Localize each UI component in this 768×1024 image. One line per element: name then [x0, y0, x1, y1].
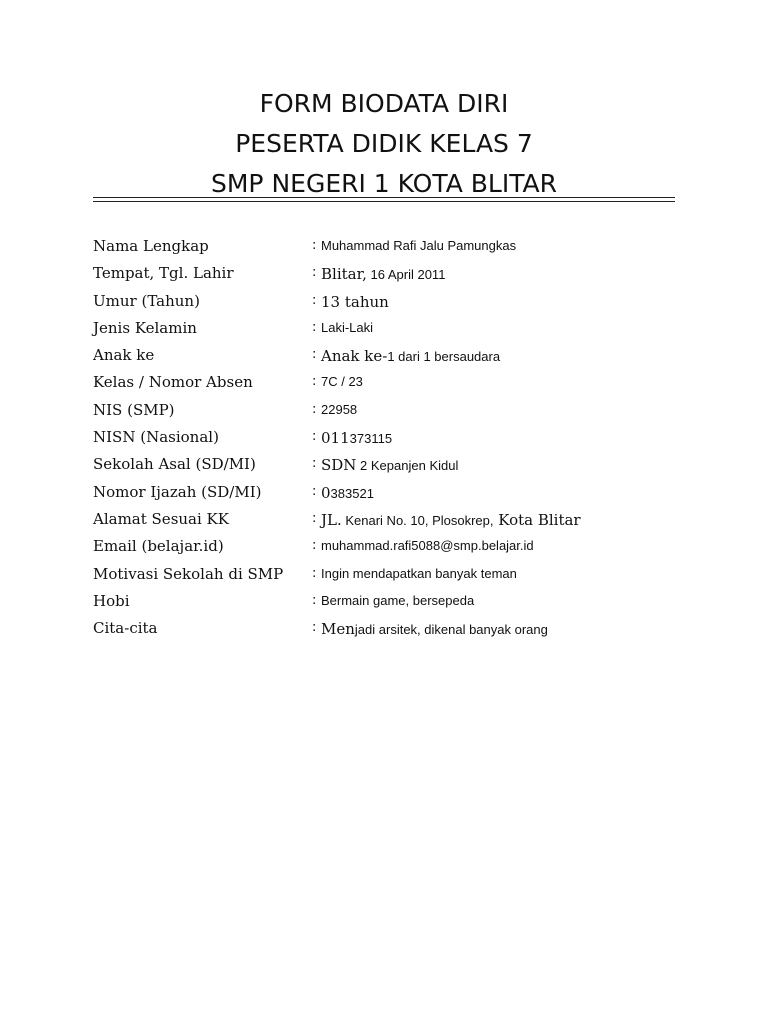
- field-row-nisn: [93, 424, 693, 451]
- field-separator: :: [312, 347, 317, 363]
- field-label: Cita-cita: [93, 619, 158, 638]
- field-value-tail: Kota Blitar: [493, 510, 581, 529]
- field-value-text: 7C / 23: [321, 374, 363, 390]
- field-value: [321, 620, 548, 638]
- field-value-text: 22958: [321, 401, 358, 417]
- field-value-text: Bermain game, bersepeda: [321, 592, 475, 608]
- field-separator: :: [312, 565, 317, 581]
- field-row-sekolah-asal: [93, 451, 693, 478]
- field-value: [321, 566, 517, 581]
- field-separator: :: [312, 429, 317, 445]
- field-row-cita-cita: [93, 615, 693, 642]
- field-value-text: 1 dari 1 bersaudara: [387, 349, 501, 365]
- field-row-nama-lengkap: [93, 233, 693, 260]
- field-label: Jenis Kelamin: [93, 318, 197, 337]
- field-value: [321, 374, 363, 389]
- field-row-jenis-kelamin: [93, 315, 693, 342]
- field-value: [321, 293, 389, 311]
- field-value: [321, 320, 373, 335]
- field-value-text: 373115: [349, 431, 393, 447]
- field-row-hobi: [93, 588, 693, 615]
- field-label: Nomor Ijazah (SD/MI): [93, 482, 262, 501]
- field-label: Nama Lengkap: [93, 237, 209, 255]
- field-value: [321, 347, 500, 365]
- field-value: [321, 402, 357, 417]
- field-row-umur: [93, 288, 693, 315]
- field-value-text: jadi arsitek, dikenal banyak orang: [354, 622, 548, 638]
- field-separator: :: [312, 483, 317, 499]
- field-separator: :: [312, 238, 317, 253]
- field-separator: :: [312, 292, 317, 308]
- field-value-text: 383521: [330, 485, 374, 501]
- field-value-lead: 011: [321, 429, 350, 448]
- field-value: [321, 538, 534, 553]
- field-row-anak-ke: [93, 342, 693, 369]
- field-value-text: muhammad.rafi5088@smp.belajar.id: [321, 538, 534, 554]
- field-value-lead: JL.: [321, 510, 342, 529]
- field-separator: :: [312, 319, 317, 335]
- field-row-alamat: [93, 506, 693, 533]
- field-value-lead: SDN: [321, 456, 357, 475]
- field-row-motivasi: [93, 561, 693, 588]
- field-value: [321, 511, 581, 529]
- field-value-text: Kenari No. 10, Plosokrep,: [341, 512, 494, 528]
- field-label: Motivasi Sekolah di SMP: [93, 564, 284, 583]
- field-value: [321, 456, 458, 474]
- form-title: FORM BIODATA DIRI: [259, 89, 509, 118]
- field-label: Anak ke: [93, 346, 155, 365]
- field-label: NIS (SMP): [93, 400, 175, 419]
- field-value-text: Ingin mendapatkan banyak teman: [321, 565, 517, 581]
- field-value-lead: 0: [321, 483, 331, 502]
- field-value-text: Muhammad Rafi Jalu Pamungkas: [321, 238, 517, 253]
- field-label: NISN (Nasional): [93, 428, 219, 447]
- biodata-fields: [93, 233, 693, 642]
- field-value-lead: Anak ke-: [321, 347, 388, 366]
- field-row-email: [93, 533, 693, 560]
- field-value-lead: Men: [321, 620, 355, 639]
- field-value-text: 2 Kepanjen Kidul: [356, 458, 459, 474]
- field-row-nomor-ijazah: [93, 479, 693, 506]
- field-separator: :: [312, 510, 317, 526]
- field-label: Sekolah Asal (SD/MI): [93, 455, 256, 474]
- form-header: [93, 84, 675, 204]
- field-value: [321, 429, 392, 447]
- field-value-lead: Blitar,: [321, 265, 367, 284]
- field-value-lead: 13 tahun: [321, 292, 389, 311]
- field-label: Email (belajar.id): [93, 537, 224, 556]
- header-double-divider: [93, 197, 675, 202]
- field-row-kelas-nomor-absen: [93, 369, 693, 396]
- field-value: [321, 593, 474, 608]
- field-label: Alamat Sesuai KK: [93, 509, 229, 528]
- field-label: Tempat, Tgl. Lahir: [93, 264, 234, 283]
- field-value: [321, 265, 445, 283]
- field-row-nis: [93, 397, 693, 424]
- field-separator: :: [312, 265, 317, 281]
- field-separator: :: [312, 538, 317, 554]
- field-value: [321, 238, 516, 253]
- field-row-tempat-tgl-lahir: [93, 260, 693, 287]
- field-value: [321, 484, 374, 502]
- form-subtitle-school: SMP NEGERI 1 KOTA BLITAR: [210, 169, 557, 198]
- field-label: Hobi: [93, 591, 130, 610]
- field-label: Kelas / Nomor Absen: [93, 373, 253, 392]
- field-separator: :: [312, 456, 317, 472]
- field-value-text: Laki-Laki: [321, 319, 374, 335]
- form-subtitle-class: PESERTA DIDIK KELAS 7: [235, 129, 533, 158]
- field-label: Umur (Tahun): [93, 291, 200, 310]
- field-separator: :: [312, 401, 317, 417]
- field-value-text: 16 April 2011: [366, 267, 446, 283]
- field-separator: :: [312, 592, 317, 608]
- field-separator: :: [312, 374, 317, 390]
- field-separator: :: [312, 620, 317, 636]
